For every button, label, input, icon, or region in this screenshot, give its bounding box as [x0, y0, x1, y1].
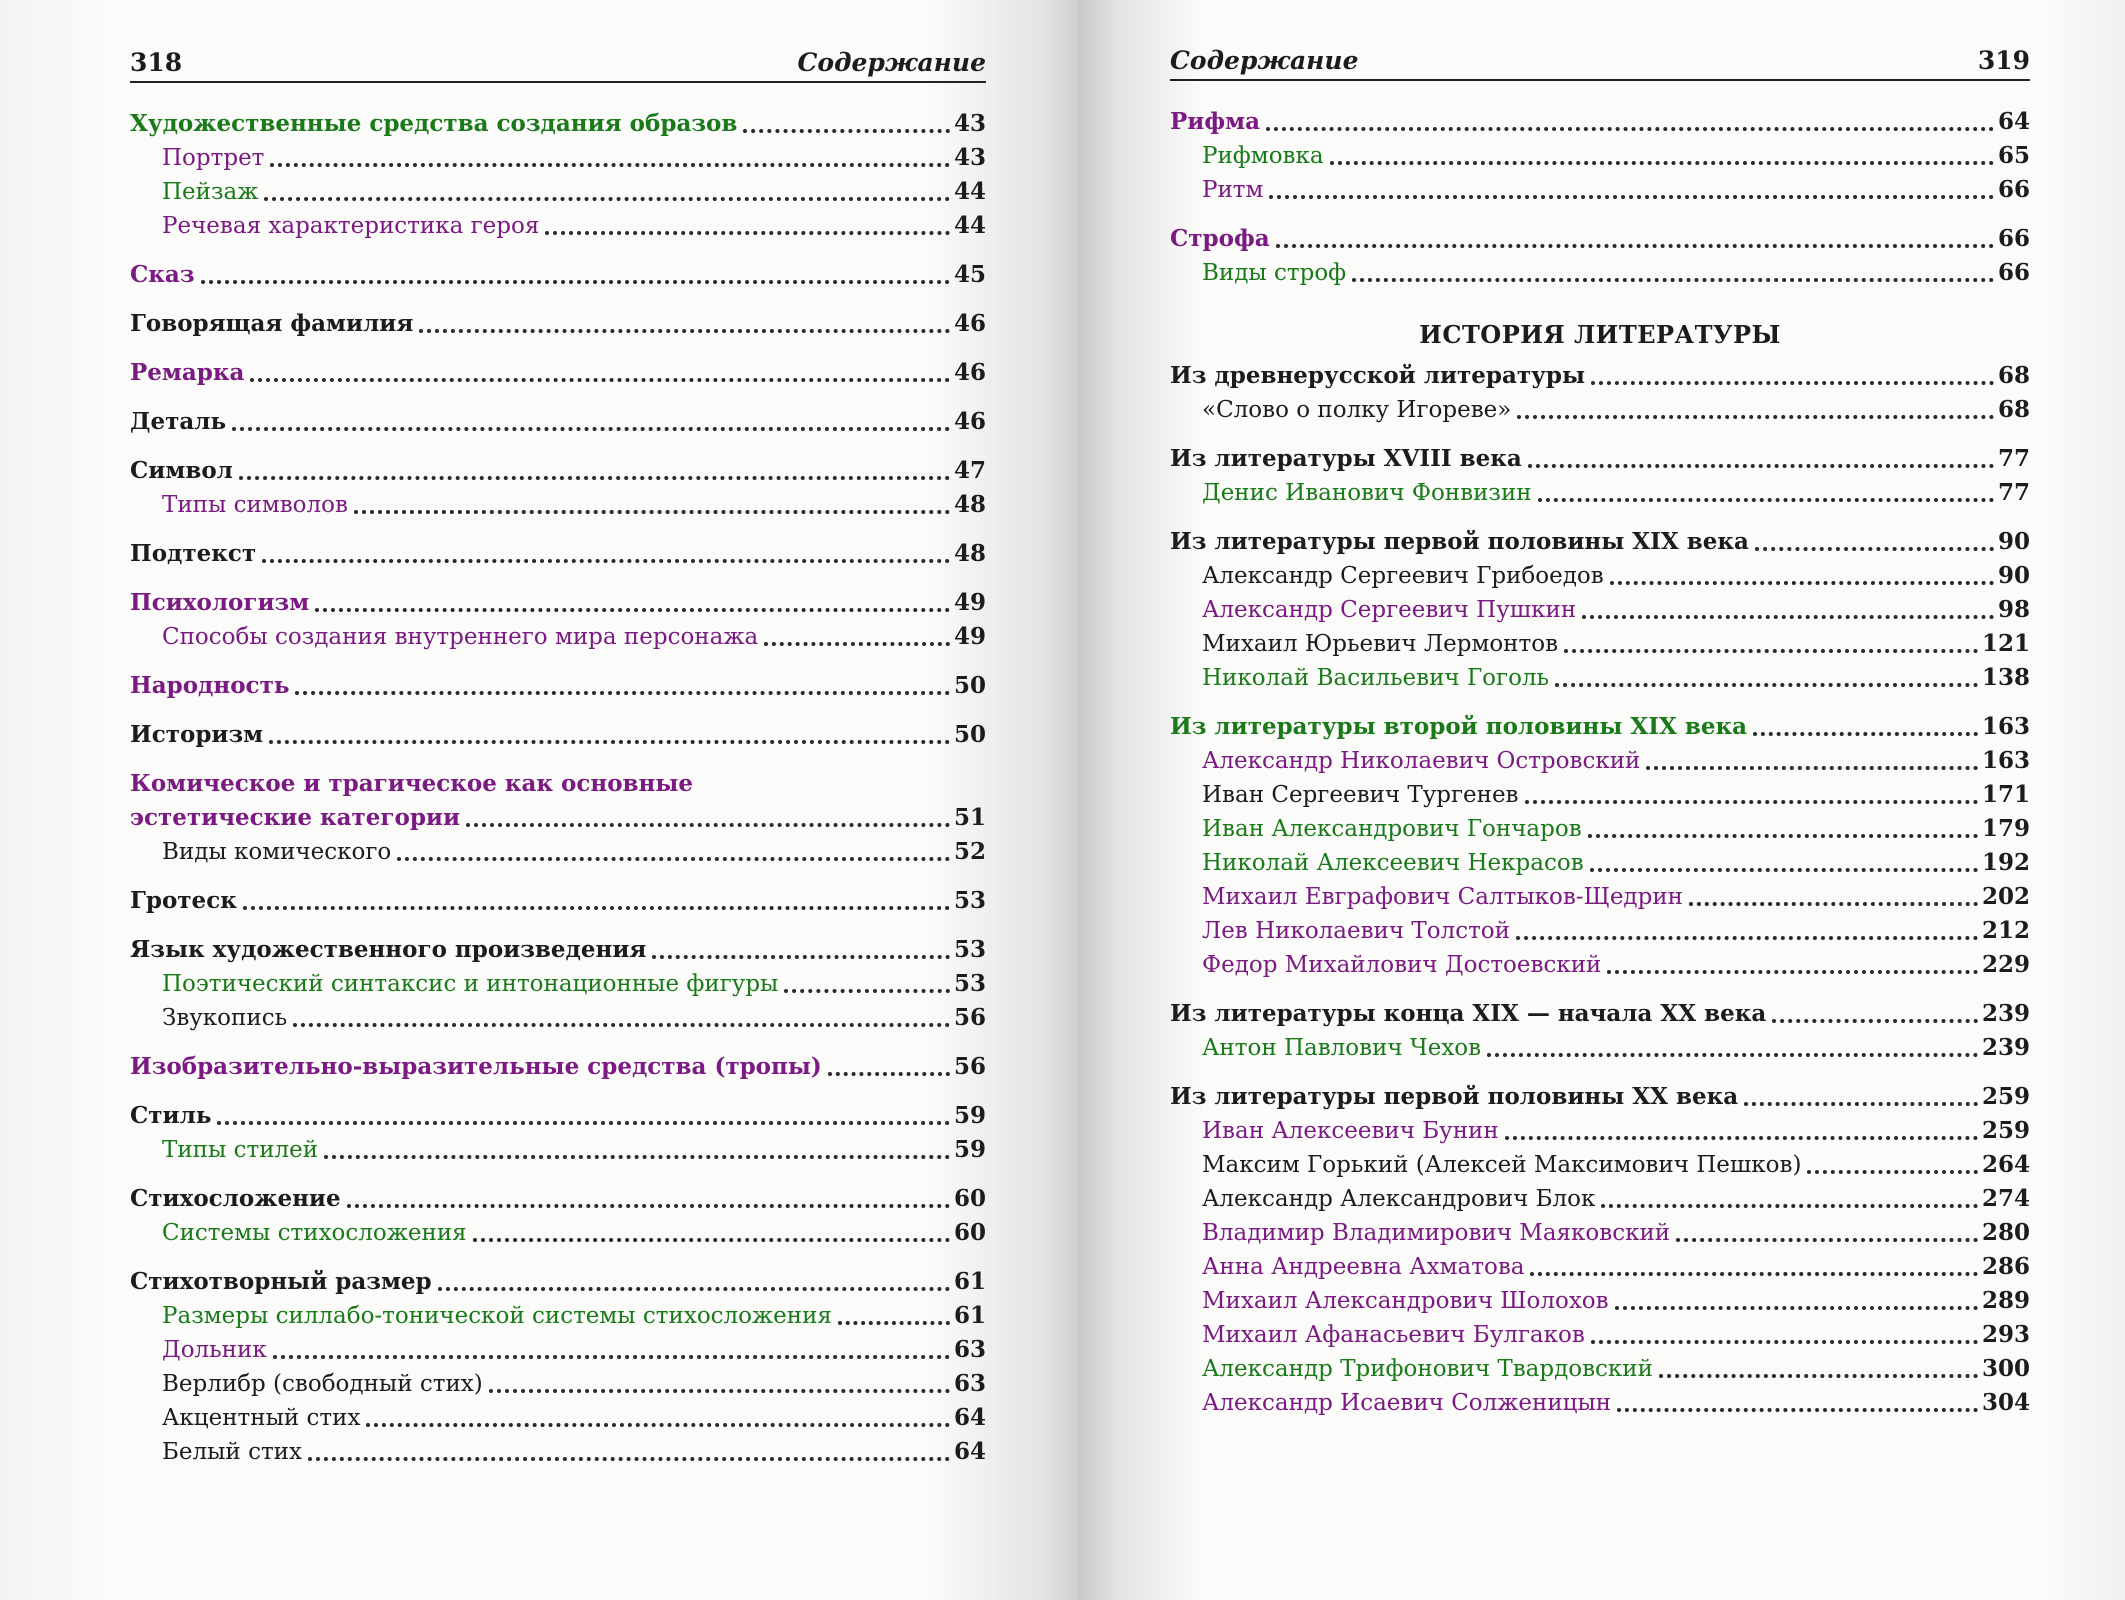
- entry-page-number: 171: [1981, 781, 2030, 808]
- entry-title: Психологизм: [130, 589, 310, 616]
- entry-title: Из литературы первой половины XIX века: [1170, 528, 1749, 555]
- entry-page-number: 64: [953, 1438, 986, 1465]
- toc-subentry[interactable]: [1170, 139, 2030, 173]
- dot-leader: [295, 690, 950, 695]
- toc-subentry[interactable]: [1170, 1318, 2030, 1352]
- toc-subentry[interactable]: [1170, 661, 2030, 695]
- dot-leader: [201, 279, 950, 284]
- toc-subentry[interactable]: [130, 175, 986, 209]
- entry-page-number: 48: [953, 491, 986, 518]
- entry-title: Говорящая фамилия: [130, 310, 414, 337]
- dot-leader: [743, 128, 950, 133]
- toc-section-entry[interactable]: [130, 1182, 986, 1216]
- toc-subentry[interactable]: [130, 1367, 986, 1401]
- entry-title: Михаил Александрович Шолохов: [1202, 1288, 1609, 1314]
- right-page: [1078, 0, 2125, 1600]
- toc-subentry[interactable]: [130, 1299, 986, 1333]
- entry-page-number: 59: [953, 1136, 986, 1163]
- toc-subentry[interactable]: [130, 1435, 986, 1469]
- entry-page-number: 52: [953, 838, 986, 865]
- dot-leader: [1615, 1305, 1978, 1310]
- entry-title: Символ: [130, 457, 233, 484]
- entry-title: Владимир Владимирович Маяковский: [1202, 1220, 1671, 1246]
- dot-leader: [1505, 1135, 1978, 1140]
- dot-leader: [1555, 682, 1978, 687]
- toc-subentry[interactable]: [1170, 593, 2030, 627]
- toc-section-entry[interactable]: [130, 356, 986, 390]
- entry-title: Историзм: [130, 721, 264, 748]
- entry-title: Стихосложение: [130, 1185, 341, 1212]
- toc-list: [130, 107, 986, 1469]
- toc-section-entry[interactable]: [1170, 710, 2030, 744]
- toc-subentry[interactable]: [1170, 1284, 2030, 1318]
- dot-leader: [269, 739, 950, 744]
- entry-title: Типы символов: [162, 492, 348, 518]
- running-title: Содержание: [1170, 46, 1359, 75]
- dot-leader: [354, 509, 950, 514]
- entry-page-number: 304: [1981, 1389, 2030, 1416]
- toc-subentry[interactable]: [1170, 744, 2030, 778]
- toc-subentry[interactable]: [1170, 846, 2030, 880]
- dot-leader: [243, 905, 950, 910]
- entry-title: Николай Васильевич Гоголь: [1202, 665, 1550, 691]
- entry-title: Из древнерусской литературы: [1170, 362, 1585, 389]
- dot-leader: [347, 1203, 950, 1208]
- dot-leader: [293, 1022, 950, 1027]
- dot-leader: [270, 162, 950, 167]
- page-header: [130, 48, 986, 83]
- entry-page-number: 50: [953, 721, 986, 748]
- entry-title: Виды строф: [1202, 260, 1347, 286]
- dot-leader: [264, 196, 950, 201]
- dot-leader: [838, 1320, 950, 1325]
- entry-title: Строфа: [1170, 225, 1270, 252]
- toc-subentry[interactable]: [1170, 1148, 2030, 1182]
- dot-leader: [1330, 160, 1994, 165]
- toc-subentry[interactable]: [1170, 1352, 2030, 1386]
- toc-section-entry[interactable]: [130, 933, 986, 967]
- toc-section-entry[interactable]: [130, 767, 986, 835]
- dot-leader: [308, 1456, 950, 1461]
- entry-page-number: 239: [1981, 1034, 2030, 1061]
- entry-page-number: 68: [1997, 362, 2030, 389]
- dot-leader: [217, 1120, 950, 1125]
- toc-subentry[interactable]: [130, 209, 986, 243]
- toc-section-entry[interactable]: [130, 537, 986, 571]
- dot-leader: [273, 1354, 950, 1359]
- dot-leader: [1617, 1407, 1978, 1412]
- dot-leader: [1582, 614, 1994, 619]
- dot-leader: [1659, 1373, 1978, 1378]
- entry-title: Типы стилей: [162, 1137, 319, 1163]
- entry-page-number: 66: [1997, 176, 2030, 203]
- running-title: Содержание: [797, 48, 986, 77]
- dot-leader: [250, 377, 950, 382]
- entry-page-number: 56: [953, 1004, 986, 1031]
- entry-page-number: 47: [953, 457, 986, 484]
- dot-leader: [1601, 1203, 1978, 1208]
- page-header: [1170, 46, 2030, 81]
- toc-subentry[interactable]: [130, 1216, 986, 1250]
- page-number: 319: [1977, 46, 2030, 75]
- entry-page-number: 51: [953, 804, 986, 831]
- dot-leader: [438, 1286, 950, 1291]
- entry-page-number: 59: [953, 1102, 986, 1129]
- entry-page-number: 46: [953, 408, 986, 435]
- entry-page-number: 90: [1997, 528, 2030, 555]
- entry-page-number: 286: [1981, 1253, 2030, 1280]
- page-number: 318: [130, 48, 183, 77]
- toc-subentry[interactable]: [1170, 1216, 2030, 1250]
- entry-title: Портрет: [162, 145, 265, 171]
- toc-subentry[interactable]: [1170, 256, 2030, 290]
- entry-title: Подтекст: [130, 540, 257, 567]
- toc-section-entry[interactable]: [1170, 105, 2030, 139]
- entry-title: Михаил Афанасьевич Булгаков: [1202, 1322, 1585, 1348]
- entry-title: Александр Александрович Блок: [1202, 1186, 1596, 1212]
- entry-page-number: 53: [953, 970, 986, 997]
- dot-leader: [1753, 731, 1978, 736]
- entry-page-number: 77: [1997, 445, 2030, 472]
- toc-section-entry[interactable]: [1170, 222, 2030, 256]
- dot-leader: [1755, 546, 1994, 551]
- dot-leader: [315, 607, 950, 612]
- toc-subentry[interactable]: [1170, 778, 2030, 812]
- entry-page-number: 259: [1981, 1083, 2030, 1110]
- toc-subentry[interactable]: [130, 835, 986, 869]
- entry-title: Белый стих: [162, 1439, 302, 1465]
- toc-section-entry[interactable]: [130, 107, 986, 141]
- toc-subentry[interactable]: [130, 1001, 986, 1035]
- entry-page-number: 90: [1997, 562, 2030, 589]
- entry-title: Звукопись: [162, 1005, 288, 1031]
- entry-title: Акцентный стих: [162, 1405, 361, 1431]
- entry-title: Деталь: [130, 408, 227, 435]
- entry-title: Иван Александрович Гончаров: [1202, 816, 1582, 842]
- entry-page-number: 49: [953, 589, 986, 616]
- entry-title: Федор Михайлович Достоевский: [1202, 952, 1602, 978]
- entry-title: Михаил Юрьевич Лермонтов: [1202, 631, 1559, 657]
- entry-page-number: 44: [953, 178, 986, 205]
- dot-leader: [828, 1071, 950, 1076]
- entry-title: Изобразительно-выразительные средства (тропы): [130, 1053, 822, 1080]
- entry-page-number: 212: [1981, 917, 2030, 944]
- toc-subentry[interactable]: [1170, 476, 2030, 510]
- dot-leader: [397, 856, 950, 861]
- toc-subentry[interactable]: [1170, 559, 2030, 593]
- entry-page-number: 60: [953, 1219, 986, 1246]
- toc-subentry[interactable]: [1170, 880, 2030, 914]
- toc-subentry[interactable]: [130, 141, 986, 175]
- dot-leader: [1588, 833, 1978, 838]
- entry-title: «Слово о полку Игореве»: [1202, 397, 1512, 423]
- entry-title: Александр Трифонович Твардовский: [1202, 1356, 1653, 1382]
- entry-title: Из литературы первой половины XX века: [1170, 1083, 1739, 1110]
- dot-leader: [1530, 1271, 1978, 1276]
- entry-title: Народность: [130, 672, 290, 699]
- section-heading: ИСТОРИЯ ЛИТЕРАТУРЫ: [1419, 320, 1781, 349]
- entry-page-number: 64: [1997, 108, 2030, 135]
- toc-list: [1170, 105, 2030, 290]
- dot-leader: [784, 988, 950, 993]
- entry-title: Антон Павлович Чехов: [1202, 1035, 1482, 1061]
- entry-page-number: 202: [1981, 883, 2030, 910]
- entry-title: Из литературы второй половины XIX века: [1170, 713, 1747, 740]
- entry-page-number: 68: [1997, 396, 2030, 423]
- entry-title: Рифмовка: [1202, 143, 1324, 169]
- toc-section-entry[interactable]: [130, 884, 986, 918]
- entry-title: Михаил Евграфович Салтыков-Щедрин: [1202, 884, 1683, 910]
- entry-page-number: 63: [953, 1336, 986, 1363]
- entry-title: Анна Андреевна Ахматова: [1202, 1254, 1525, 1280]
- entry-title: Речевая характеристика героя: [162, 213, 540, 239]
- entry-title: Ритм: [1202, 177, 1264, 203]
- entry-page-number: 61: [953, 1268, 986, 1295]
- entry-page-number: 163: [1981, 747, 2030, 774]
- entry-title: Сказ: [130, 261, 195, 288]
- toc-section-entry[interactable]: [130, 405, 986, 439]
- entry-page-number: 64: [953, 1404, 986, 1431]
- toc-section-entry[interactable]: [1170, 525, 2030, 559]
- entry-title: Александр Исаевич Солженицын: [1202, 1390, 1612, 1416]
- entry-title: Комическое и трагическое как основные: [130, 770, 694, 797]
- entry-page-number: 65: [1997, 142, 2030, 169]
- entry-page-number: 50: [953, 672, 986, 699]
- toc-section-entry[interactable]: [130, 586, 986, 620]
- entry-page-number: 46: [953, 359, 986, 386]
- entry-title: Иван Алексеевич Бунин: [1202, 1118, 1499, 1144]
- entry-page-number: 293: [1981, 1321, 2030, 1348]
- toc-subentry[interactable]: [1170, 1114, 2030, 1148]
- entry-page-number: 179: [1981, 815, 2030, 842]
- entry-title: Александр Сергеевич Пушкин: [1202, 597, 1577, 623]
- entry-page-number: 49: [953, 623, 986, 650]
- entry-page-number: 44: [953, 212, 986, 239]
- entry-title: Системы стихосложения: [162, 1220, 467, 1246]
- entry-title: эстетические категории: [130, 804, 461, 831]
- dot-leader: [1772, 1018, 1978, 1023]
- entry-page-number: 121: [1981, 630, 2030, 657]
- entry-page-number: 77: [1997, 479, 2030, 506]
- entry-page-number: 274: [1981, 1185, 2030, 1212]
- entry-page-number: 163: [1981, 713, 2030, 740]
- toc-subentry[interactable]: [130, 1133, 986, 1167]
- dot-leader: [1517, 414, 1994, 419]
- entry-title: Верлибр (свободный стих): [162, 1371, 483, 1397]
- toc-subentry[interactable]: [130, 620, 986, 654]
- entry-title: Иван Сергеевич Тургенев: [1202, 782, 1519, 808]
- toc-subentry[interactable]: [130, 967, 986, 1001]
- entry-title: Пейзаж: [162, 179, 259, 205]
- toc-section-entry[interactable]: [130, 1050, 986, 1084]
- toc-section-entry[interactable]: [1170, 997, 2030, 1031]
- entry-page-number: 66: [1997, 225, 2030, 252]
- dot-leader: [1525, 799, 1978, 804]
- dot-leader: [1528, 463, 1994, 468]
- toc-section-entry[interactable]: [1170, 442, 2030, 476]
- dot-leader: [1590, 867, 1978, 872]
- toc-subentry[interactable]: [1170, 1182, 2030, 1216]
- entry-page-number: 66: [1997, 259, 2030, 286]
- dot-leader: [419, 328, 950, 333]
- toc-subentry[interactable]: [1170, 1386, 2030, 1420]
- toc-subentry[interactable]: [1170, 1031, 2030, 1065]
- toc-section-entry[interactable]: [130, 258, 986, 292]
- entry-page-number: 259: [1981, 1117, 2030, 1144]
- entry-title: Стихотворный размер: [130, 1268, 432, 1295]
- entry-title: Способы создания внутреннего мира персонажа: [162, 624, 759, 650]
- toc-subentry[interactable]: [130, 1401, 986, 1435]
- entry-page-number: 46: [953, 310, 986, 337]
- entry-title: Художественные средства создания образов: [130, 110, 738, 137]
- dot-leader: [545, 230, 950, 235]
- entry-page-number: 239: [1981, 1000, 2030, 1027]
- dot-leader: [1689, 901, 1978, 906]
- toc-section-entry[interactable]: [130, 1265, 986, 1299]
- dot-leader: [262, 558, 950, 563]
- toc-subentry[interactable]: [1170, 393, 2030, 427]
- toc-subentry[interactable]: [1170, 173, 2030, 207]
- toc-subentry[interactable]: [1170, 948, 2030, 982]
- dot-leader: [1269, 194, 1994, 199]
- dot-leader: [366, 1422, 950, 1427]
- entry-title: Николай Алексеевич Некрасов: [1202, 850, 1584, 876]
- entry-title: Стиль: [130, 1102, 212, 1129]
- dot-leader: [1610, 580, 1994, 585]
- dot-leader: [1676, 1237, 1978, 1242]
- dot-leader: [324, 1154, 950, 1159]
- dot-leader: [764, 641, 950, 646]
- dot-leader: [489, 1388, 950, 1393]
- toc-subentry[interactable]: [1170, 914, 2030, 948]
- entry-title: Из литературы конца XIX — начала XX века: [1170, 1000, 1767, 1027]
- entry-title: Ремарка: [130, 359, 245, 386]
- entry-page-number: 61: [953, 1302, 986, 1329]
- entry-page-number: 43: [953, 110, 986, 137]
- dot-leader: [1744, 1101, 1978, 1106]
- toc-section-entry[interactable]: [1170, 359, 2030, 393]
- dot-leader: [232, 426, 950, 431]
- entry-page-number: 45: [953, 261, 986, 288]
- toc-list: [1170, 359, 2030, 1420]
- entry-title: Размеры силлабо-тонической системы стихосложения: [162, 1303, 832, 1329]
- dot-leader: [1807, 1169, 1978, 1174]
- entry-page-number: 63: [953, 1370, 986, 1397]
- entry-page-number: 48: [953, 540, 986, 567]
- entry-title: Виды комического: [162, 839, 392, 865]
- dot-leader: [1516, 935, 1978, 940]
- entry-page-number: 98: [1997, 596, 2030, 623]
- dot-leader: [1352, 277, 1994, 282]
- dot-leader: [1276, 243, 1994, 248]
- dot-leader: [1591, 1339, 1978, 1344]
- toc-section-entry[interactable]: [130, 307, 986, 341]
- entry-page-number: 53: [953, 887, 986, 914]
- toc-subentry[interactable]: [1170, 1250, 2030, 1284]
- entry-title: Язык художественного произведения: [130, 936, 647, 963]
- toc-section-entry[interactable]: [130, 454, 986, 488]
- entry-title-line: [130, 801, 986, 835]
- entry-title: Денис Иванович Фонвизин: [1202, 480, 1532, 506]
- entry-page-number: 43: [953, 144, 986, 171]
- dot-leader: [652, 954, 950, 959]
- entry-page-number: 138: [1981, 664, 2030, 691]
- entry-page-number: 60: [953, 1185, 986, 1212]
- dot-leader: [1538, 497, 1994, 502]
- toc-section-entry[interactable]: [130, 669, 986, 703]
- entry-page-number: 264: [1981, 1151, 2030, 1178]
- entry-title: Поэтический синтаксис и интонационные фигуры: [162, 971, 779, 997]
- entry-page-number: 192: [1981, 849, 2030, 876]
- entry-page-number: 53: [953, 936, 986, 963]
- dot-leader: [1487, 1052, 1978, 1057]
- toc-subentry[interactable]: [130, 1333, 986, 1367]
- entry-page-number: 300: [1981, 1355, 2030, 1382]
- dot-leader: [1266, 126, 1994, 131]
- dot-leader: [1607, 969, 1978, 974]
- entry-title-line: [130, 767, 986, 801]
- entry-title: Лев Николаевич Толстой: [1202, 918, 1510, 944]
- entry-page-number: 229: [1981, 951, 2030, 978]
- dot-leader: [473, 1237, 950, 1242]
- entry-title: Дольник: [162, 1337, 267, 1363]
- toc-section-entry[interactable]: [130, 1099, 986, 1133]
- toc-subentry[interactable]: [1170, 812, 2030, 846]
- dot-leader: [1646, 765, 1978, 770]
- dot-leader: [466, 822, 950, 827]
- dot-leader: [239, 475, 950, 480]
- entry-title: Рифма: [1170, 108, 1260, 135]
- toc-subentry[interactable]: [1170, 627, 2030, 661]
- entry-page-number: 56: [953, 1053, 986, 1080]
- entry-page-number: 280: [1981, 1219, 2030, 1246]
- toc-section-entry[interactable]: [130, 718, 986, 752]
- entry-title: Гротеск: [130, 887, 237, 914]
- dot-leader: [1564, 648, 1978, 653]
- toc-subentry[interactable]: [130, 488, 986, 522]
- dot-leader: [1591, 380, 1994, 385]
- entry-title: Александр Сергеевич Грибоедов: [1202, 563, 1604, 589]
- entry-title: Максим Горький (Алексей Максимович Пешков): [1202, 1152, 1802, 1178]
- entry-title: Александр Николаевич Островский: [1202, 748, 1641, 774]
- toc-section-entry[interactable]: [1170, 1080, 2030, 1114]
- entry-title: Из литературы XVIII века: [1170, 445, 1522, 472]
- entry-page-number: 289: [1981, 1287, 2030, 1314]
